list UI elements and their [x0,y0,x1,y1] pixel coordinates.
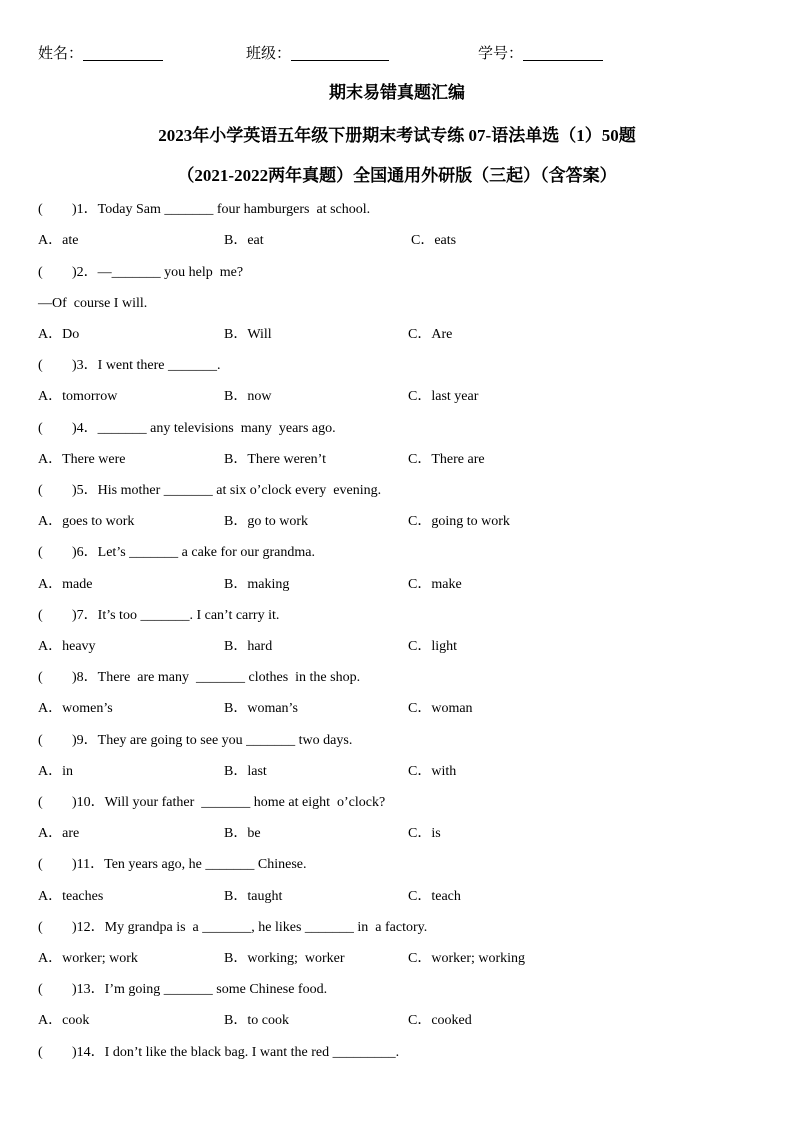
option-b: B．Will [224,327,272,342]
question-1 [38,201,370,219]
question-text: )12．My grandpa is a _______, he likes _______ in a factory. [72,920,428,935]
question-2 [38,264,243,282]
question-14 [38,1044,399,1062]
answer-paren[interactable]: ( [38,483,43,498]
question-text: )5．His mother _______ at six o’clock every evening. [72,483,382,498]
question-text: )6．Let’s _______ a cake for our grandma. [72,545,315,560]
option-a: A．are [38,826,80,841]
option-a: A．heavy [38,639,96,654]
question-text: )11．Ten years ago, he _______ Chinese. [72,857,307,872]
answer-paren[interactable]: ( [38,1045,43,1060]
option-c: C．worker; working [408,951,526,966]
question-7 [38,607,279,625]
doc-title: 期末易错真题汇编 [329,83,465,102]
class-label: 班级： [246,46,292,62]
name-label: 姓名： [38,46,84,62]
option-b: B．hard [224,639,273,654]
answer-paren[interactable]: ( [38,421,43,436]
option-b: B．working; worker [224,951,345,966]
question-text: )2．—_______ you help me? [72,265,244,280]
question-1-options [38,232,758,250]
question-13-options [38,1012,758,1030]
option-a: A．made [38,577,93,592]
question-3 [38,357,221,375]
option-b: B．go to work [224,514,308,529]
question-text: )9．They are going to see you _______ two days. [72,733,353,748]
student-id-field[interactable] [478,42,603,63]
option-a: A．ate [38,233,79,248]
option-c: C．woman [408,701,473,716]
option-a: A．Do [38,327,80,342]
question-11 [38,856,307,874]
answer-paren[interactable]: ( [38,795,43,810]
option-c: C．There are [408,452,485,467]
option-a: A．in [38,764,73,779]
answer-paren[interactable]: ( [38,608,43,623]
question-9-options [38,763,758,781]
option-b: B．woman’s [224,701,298,716]
option-c: C．eats [411,233,457,248]
option-b: B．to cook [224,1013,289,1028]
option-c: C．going to work [408,514,510,529]
question-13 [38,981,327,999]
answer-paren[interactable]: ( [38,857,43,872]
answer-paren[interactable]: ( [38,545,43,560]
question-text: )1．Today Sam _______ four hamburgers at school. [72,202,371,217]
option-c: C．light [408,639,458,654]
option-c: C．last year [408,389,479,404]
student-id-blank[interactable] [523,44,603,61]
question-10 [38,794,385,812]
option-b: B．taught [224,889,283,904]
option-b: B．There weren’t [224,452,326,467]
question-11-options [38,888,758,906]
option-c: C．teach [408,889,461,904]
answer-paren[interactable]: ( [38,202,43,217]
option-b: B．eat [224,233,264,248]
question-text: )4．_______ any televisions many years ago. [72,421,336,436]
question-10-options [38,825,758,843]
question-5-options [38,513,758,531]
answer-paren[interactable]: ( [38,920,43,935]
question-text: )7．It’s too _______. I can’t carry it. [72,608,280,623]
question-4 [38,420,336,438]
answer-paren[interactable]: ( [38,265,43,280]
question-text: )8．There are many _______ clothes in the shop. [72,670,361,685]
option-c: C．make [408,577,462,592]
question-12 [38,919,427,937]
option-a: A．cook [38,1013,90,1028]
answer-paren[interactable]: ( [38,982,43,997]
question-12-options [38,950,758,968]
question-6-options [38,576,758,594]
option-b: B．last [224,764,267,779]
question-4-options [38,451,758,469]
option-b: B．making [224,577,290,592]
option-a: A．There were [38,452,126,467]
doc-subtitle: 2023年小学英语五年级下册期末考试专练 07-语法单选（1）50题 [158,126,636,145]
option-c: C．is [408,826,441,841]
question-text: )13．I’m going _______ some Chinese food. [72,982,328,997]
option-c: C．cooked [408,1013,472,1028]
question-text: )10．Will your father _______ home at eight o’clock? [72,795,386,810]
question-7-options [38,638,758,656]
question-2-options [38,326,758,344]
option-b: B．be [224,826,261,841]
question-2-reply: —Of course I will. [38,296,148,311]
question-3-options [38,388,758,406]
question-6 [38,544,315,562]
question-text: )14．I don’t like the black bag. I want the red _________. [72,1045,400,1060]
class-blank[interactable] [291,44,389,61]
answer-paren[interactable]: ( [38,670,43,685]
doc-edition: （2021-2022两年真题）全国通用外研版（三起）（含答案） [177,166,617,185]
answer-paren[interactable]: ( [38,358,43,373]
class-field[interactable] [246,42,389,63]
name-field[interactable] [38,42,163,63]
answer-paren[interactable]: ( [38,733,43,748]
option-a: A．teaches [38,889,104,904]
option-a: A．tomorrow [38,389,118,404]
option-a: A．worker; work [38,951,138,966]
option-b: B．now [224,389,272,404]
name-blank[interactable] [83,44,163,61]
question-8-options [38,700,758,718]
option-c: C．Are [408,327,453,342]
question-8 [38,669,360,687]
student-id-label: 学号： [478,46,524,62]
option-a: A．goes to work [38,514,135,529]
question-5 [38,482,381,500]
student-info-header [38,42,778,66]
option-c: C．with [408,764,457,779]
option-a: A．women’s [38,701,113,716]
question-9 [38,732,352,750]
question-text: )3．I went there _______. [72,358,221,373]
